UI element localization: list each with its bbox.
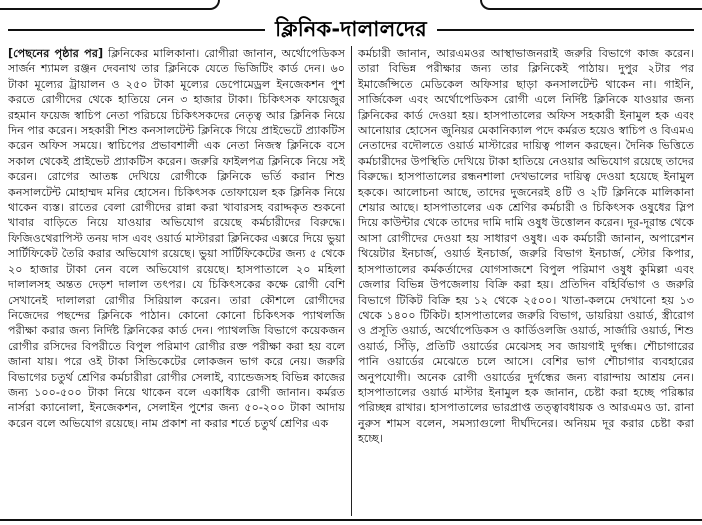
top-border-arc [222,0,482,10]
headline-bar [8,14,694,44]
top-border-left [0,0,220,10]
left-column [8,46,351,516]
continuation-marker: [পেছনের পৃষ্ঠার পর] [8,47,104,60]
article-columns [8,46,694,516]
left-column-text [8,46,345,431]
headline: ক্লিনিক-দালালদের [265,14,437,44]
left-column-body: ক্লিনিকের মালিকানা। রোগীরা জানান, অর্থোপেডিকস সার্জন শ্যামল রঞ্জন দেবনাথ তার ক্লিনিকে যেতে ভিজিটিং কার্ড দেন। ৬০ টাকা মূল্যের ট্রায়ালন ও ২৫০ টাকা মূল্যের ডেপোমেড্রল ইনজেকশন পুশ করতে রোগীদের থেকে হাতিয়ে নেন ৩ হাজার টাকা। চিকিৎসক ফায়েজুর রহমান ফয়েজ স্বাচিপ নেতা পরিচয়ে চিকিৎসকদের নেতৃত্ব আর ক্লিনিক নিয়ে দিন পার করেন। সহকারী শিশু কনসালটেন্ট ক্লিনিকে গিয়ে প্রাইভেটে প্র্যাকটিস করেন অফিস সময়ে। স্বাচিপের প্রভাবশালী এক নেতা নিজস্ব ক্লিনিকে বসে সকাল থেকেই প্রাইভেট প্র্যাকটিস করেন। জরুরি ফাইলপত্র ক্লিনিকে নিয়ে সই করেন। রোগের আতঙ্ক দেখিয়ে রোগীকে ক্লিনিকে ভর্তি করান শিশু কনসালটেন্ট মোহাম্মদ মনির হোসেন। চিকিৎসক তোফায়েল হক ক্লিনিক নিয়ে থাকেন ব্যস্ত। রাতের বেলা রোগীদের রান্না করা খাবারসহ বরাদ্দকৃত শুকনো খাবার বাড়িতে নিয়ে যাওয়ার অভিযোগ রয়েছে কর্মচারীদের বিরুদ্ধে। ফিজিওথেরাপিস্ট তনয় দাস এবং ওয়ার্ড মাস্টাররা ক্লিনিকের এক্সরে দিয়ে ভুয়া সার্টিফিকেট তৈরি করার অভিযোগ রয়েছে। ভুয়া সার্টিফিকেটের জন্য ৫ থেকে ২০ হাজার টাকা নেন বলে অভিযোগ রয়েছে। হাসপাতালে ২০ মহিলা দালালসহ অন্তত দেড়শ দালাল তৎপর। যে চিকিৎসকের কক্ষে রোগী বেশি সেখানেই দালালরা রোগীর সিরিয়াল করেন। তারা কৌশলে রোগীদের নিজেদের পছন্দের ক্লিনিকে পাঠান। কোনো কোনো চিকিৎসক প্যাথলজি পরীক্ষা করার জন্য নির্দিষ্ট ক্লিনিকের কার্ড দেন। প্যাথলজি বিভাগে কয়েকজন রোগীর রসিদের বিপরীতে বিপুল পরিমাণ রোগীর রক্ত পরীক্ষা করা হয় বলে জানা যায়। পরে ওই টাকা সিন্ডিকেটের লোকজন ভাগ করে নেয়। জরুরি বিভাগের চতুর্থ শ্রেণির কর্মচারীরা রোগীর সেলাই, ব্যান্ডেজসহ বিভিন্ন কাজের জন্য ১০০-৫০০ টাকা নিয়ে থাকেন বলে একাধিক রোগী জানান। কর্মরত নার্সরা ক্যানোলা, ইনজেকশন, সেলাইন পুশের জন্য ৫০-২০০ টাকা আদায় করেন বলে অভিযোগ রয়েছে। নাম প্রকাশ না করার শর্তে চতুর্থ শ্রেণির এক [8,47,345,430]
right-column-body: কর্মচারী জানান, আরএমওর আস্থাভাজনরাই জরুরি বিভাগে কাজ করেন। তারা বিভিন্ন পরীক্ষার জন্য তার ক্লিনিকেই পাঠায়। দুপুর ২টার পর ইমার্জেন্সিতে মেডিকেল অফিসার ছাড়া কনসালটেন্ট থাকেন না। গাইনি, সার্জিকেল এবং অর্থোপেডিকস রোগী এলে নির্দিষ্ট ক্লিনিকে যাওয়ার জন্য ক্লিনিকের কার্ড দেওয়া হয়। হাসপাতালের অফিস সহকারী ইনামুল হক এবং আনোয়ার হোসেন জুনিয়র মেকানিক্যাল পদে কর্মরত হয়েও স্বাচিপ ও বিএমএ নেতাদের বদৌলতে ওয়ার্ড মাস্টারের দায়িত্ব পালন করছেন। দৈনিক ভিত্তিতে কর্মচারীদের উপস্থিতি দেখিয়ে টাকা হাতিয়ে নেওয়ার অভিযোগ রয়েছে তাদের বিরুদ্ধে। হাসপাতালের রন্ধনশালা দেখভালের দায়িত্ব দেওয়া হয়েছে ইনামুল হককে। আলোচনা আছে, তাদের দুজনেরই ৪টি ও ২টি ক্লিনিকে মালিকানা শেয়ার আছে। হাসপাতালের এক শ্রেণির কর্মচারী ও চিকিৎসক ওষুধের স্লিপ দিয়ে কাউন্টার থেকে তাদের দামি দামি ওষুধ উত্তোলন করেন। দূর-দূরান্ত থেকে আসা রোগীদের দেওয়া হয় সাধারণ ওষুধ। এক কর্মচারী জানান, অপারেশন থিয়েটার ইনচার্জ, ওয়ার্ড ইনচার্জ, জরুরি বিভাগ ইনচার্জ, স্টোর কিপার, হাসপাতালের কর্মকর্তাদের যোগসাজশে বিপুল পরিমাণ ওষুধ কুমিল্লা এবং জেলার বিভিন্ন উপজেলায় বিক্রি করা হয়। প্রতিদিন বহির্বিভাগ ও জরুরি বিভাগে টিকিট বিক্রি হয় ১২ থেকে ২৫০০। খাতা-কলমে দেখানো হয় ১৩ থেকে ১৪০০ টিকিট। হাসপাতালের জরুরি বিভাগ, ডায়রিয়া ওয়ার্ড, স্ত্রীরোগ ও প্রসূতি ওয়ার্ড, অর্থোপেডিকস ও কার্ডিওলজি ওয়ার্ড, সার্জারি ওয়ার্ড, শিশু ওয়ার্ড, সিঁড়ি, প্রতিটি ওয়ার্ডের মেঝেসহ সব জায়গাই দুর্গন্ধ। শৌচাগারের পানি ওয়ার্ডের মেঝেতে চলে আসে। বেশির ভাগ শৌচাগার ব্যবহারের অনুপযোগী। অনেক রোগী ওয়ার্ডের দুর্গন্ধের জন্য বারান্দায় আশ্রয় নেন। হাসপাতালের ওয়ার্ড মাস্টার ইনামুল হক জানান, চেষ্টা করা হচ্ছে পরিষ্কার পরিচ্ছন্ন রাখার। হাসপাতালের ভারপ্রাপ্ত তত্ত্বাবধায়ক ও আরএমও ডা. রানা নুরুস শামস বলেন, সমস্যাগুলো দীর্ঘদিনের। অনিয়ম দূর করার চেষ্টা করা হচ্ছে। [358,47,694,446]
right-column [351,46,694,516]
top-border-right [480,0,702,10]
bottom-border [0,519,702,521]
